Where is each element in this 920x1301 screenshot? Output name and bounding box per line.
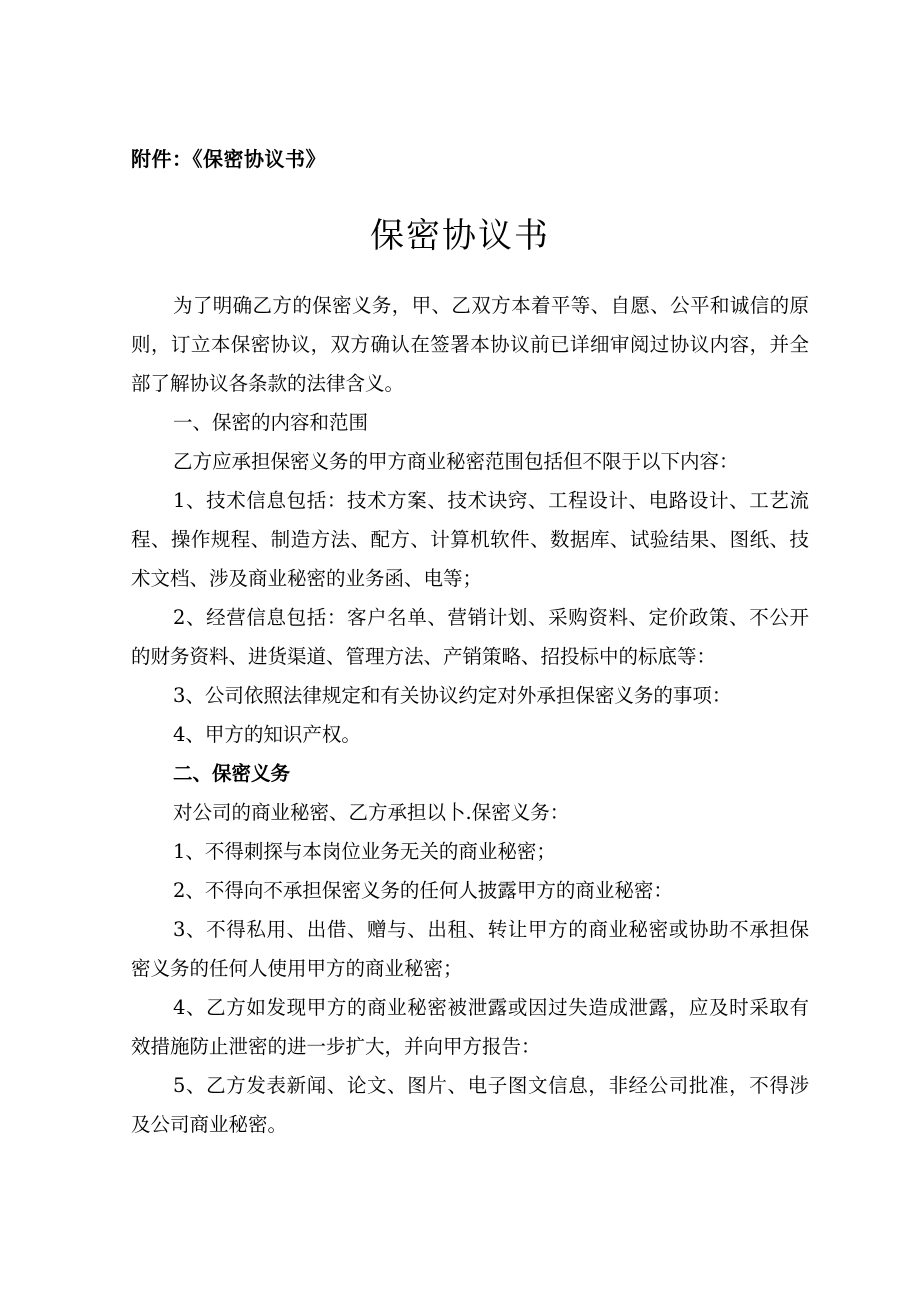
section-1-item-3: 3、公司依照法律规定和有关协议约定对外承担保密义务的事项： [173,684,732,707]
document-title: 保密协议书 [370,216,550,256]
section-2-item-2: 2、不得向不承担保密义务的任何人披露甲方的商业秘密： [173,879,673,902]
section-2-item-1: 1、不得刺探与本岗位业务无关的商业秘密； [173,840,556,863]
document-body [131,286,809,1144]
section-2-item-4: 4、乙方如发现甲方的商业秘密被泄露或因过失造成泄露，应及时采取有效措施防止泄密的进一步扩大，并向甲方报告： [131,996,809,1058]
annex-label: 附件：《保密协议书》 [131,147,326,171]
section-2-heading: 二、保密义务 [173,762,291,785]
section-1-heading: 一、保密的内容和范围 [173,411,369,434]
section-2-item-3: 3、不得私用、出借、赠与、出租、转让甲方的商业秘密或协助不承担保密义务的任何人使用甲方的商业秘密； [131,918,809,980]
section-1-lead: 乙方应承担保密义务的甲方商业秘密范围包括但不限于以下内容： [173,450,739,473]
section-2-item-5: 5、乙方发表新闻、论文、图片、电子图文信息，非经公司批准，不得涉及公司商业秘密。 [131,1074,809,1136]
section-1-item-1: 1、技术信息包括：技术方案、技术诀窍、工程设计、电路设计、工艺流程、操作规程、制造方法、配方、计算机软件、数据库、试验结果、图纸、技术文档、涉及商业秘密的业务函、电等； [131,489,809,590]
intro-paragraph: 为了明确乙方的保密义务，甲、乙双方本着平等、自愿、公平和诚信的原则，订立本保密协议，双方确认在签署本协议前已详细审阅过协议内容，并全部了解协议各条款的法律含义。 [131,294,809,395]
section-1-item-4: 4、甲方的知识产权。 [173,723,361,746]
section-1-item-2: 2、经营信息包括：客户名单、营销计划、采购资料、定价政策、不公开的财务资料、进货渠道、管理方法、产销策略、招投标中的标底等： [131,606,809,668]
section-2-lead: 对公司的商业秘密、乙方承担以卜.保密义务： [173,801,570,824]
